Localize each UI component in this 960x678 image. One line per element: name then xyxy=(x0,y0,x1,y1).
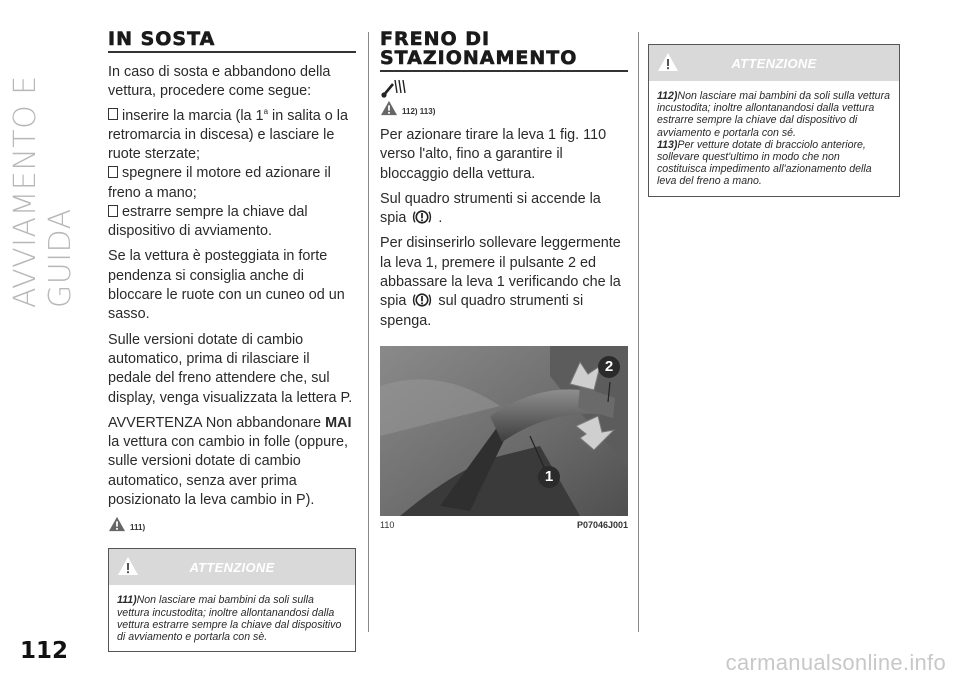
attention-text: 111)Non lasciare mai bambini da soli sulla vettura incustodita; inoltre allontanandosi dalla vettura estrarre sempre la chiave dal dispositivo di avviamento e portarla con sè. xyxy=(117,594,342,643)
callout-badge-1: 1 xyxy=(538,466,560,488)
automatic-paragraph: Sulle versioni dotate di cambio automatico, prima di rilasciare il pedale del freno attendere che, sul display, venga visualizzata la lettera P. xyxy=(108,331,353,406)
warning-triangle-icon xyxy=(380,100,398,116)
apply-paragraph: Per azionare tirare la leva 1 fig. 110 verso l'alto, fino a garantire il bloccaggio della vettura. xyxy=(380,127,607,182)
section-title: FRENO DI STAZIONAMENTO xyxy=(380,30,628,72)
indicator-paragraph: Sul quadro strumenti si accende la spia . xyxy=(380,190,601,227)
warning-triangle-icon xyxy=(117,556,139,576)
attention-header: ATTENZIONE xyxy=(109,549,355,585)
bullet-item: estrarre sempre la chiave dal dispositivo di avviamento. xyxy=(108,203,308,240)
bullet-item: spegnere il motore ed azionare il freno a mano; xyxy=(108,165,331,201)
attention-text xyxy=(649,81,899,196)
attention-column xyxy=(648,44,900,197)
intro-paragraph: In caso di sosta e abbandono della vettura, procedere come segue: xyxy=(108,64,331,100)
warning-paragraph: AVVERTENZA Non abbandonare MAI la vettura con cambio in folle (oppure, sulle versioni dotate di cambio automatico, senza aver prima posizionato la leva cambio in P). xyxy=(108,414,352,509)
release-paragraph: Per disinserirlo sollevare leggermente la leva 1, premere il pulsante 2 ed abbassare la leva 1 verificando che la spia sul quadro strumenti si spenga. xyxy=(380,235,621,329)
section-in-sosta xyxy=(108,30,356,652)
brake-warning-light-icon xyxy=(412,292,432,308)
bullet-square-icon xyxy=(108,205,118,217)
parking-brake-icon xyxy=(380,76,410,98)
column-divider xyxy=(368,32,369,632)
parking-brake-figure xyxy=(380,346,628,516)
chapter-side-label: AVVIAMENTO E GUIDA xyxy=(8,75,78,308)
figure-code: P07046J001 xyxy=(576,519,628,530)
warning-triangle-icon xyxy=(108,516,126,532)
attention-box xyxy=(648,44,900,197)
attention-item: 113)Per vetture dotate di bracciolo anteriore, sollevare quest'ultimo in modo che non costituisca impedimento all'azionamento della leva del freno a mano. xyxy=(657,138,872,188)
parking-brake-photo xyxy=(380,346,628,516)
watermark: carmanualsonline.info xyxy=(725,650,946,675)
figure-number: 110 xyxy=(380,519,395,530)
brake-warning-light-icon xyxy=(412,209,432,225)
slope-paragraph: Se la vettura è posteggiata in forte pendenza si consiglia anche di bloccare le ruote con un cuneo od un sasso. xyxy=(108,248,345,323)
bullet-square-icon xyxy=(108,108,118,120)
warning-reference: 112) 113) xyxy=(380,100,628,116)
section-freno-di-stazionamento xyxy=(380,30,628,530)
figure-caption xyxy=(380,520,628,530)
attention-box xyxy=(108,548,356,652)
bullet-item: inserire la marcia (la 1$^a$ in salita o la retromarcia in discesa) e lasciare le ruote sterzate; xyxy=(108,106,349,162)
attention-header: ATTENZIONE xyxy=(649,45,899,81)
attention-item: 112)Non lasciare mai bambini da soli sulla vettura incustodita; inoltre allontanandosi dalla vettura estrarre sempre la chiave dal dispositivo di avviamento e portarla con sé. xyxy=(657,90,890,139)
warning-triangle-icon xyxy=(657,52,679,72)
page-number: 112 xyxy=(20,638,69,664)
warning-reference: 111) xyxy=(108,516,356,532)
superscript: a xyxy=(263,106,269,116)
callout-badge-2: 2 xyxy=(598,356,620,378)
bullet-square-icon xyxy=(108,166,118,178)
section-title: IN SOSTA xyxy=(108,30,356,53)
column-divider xyxy=(638,32,639,632)
